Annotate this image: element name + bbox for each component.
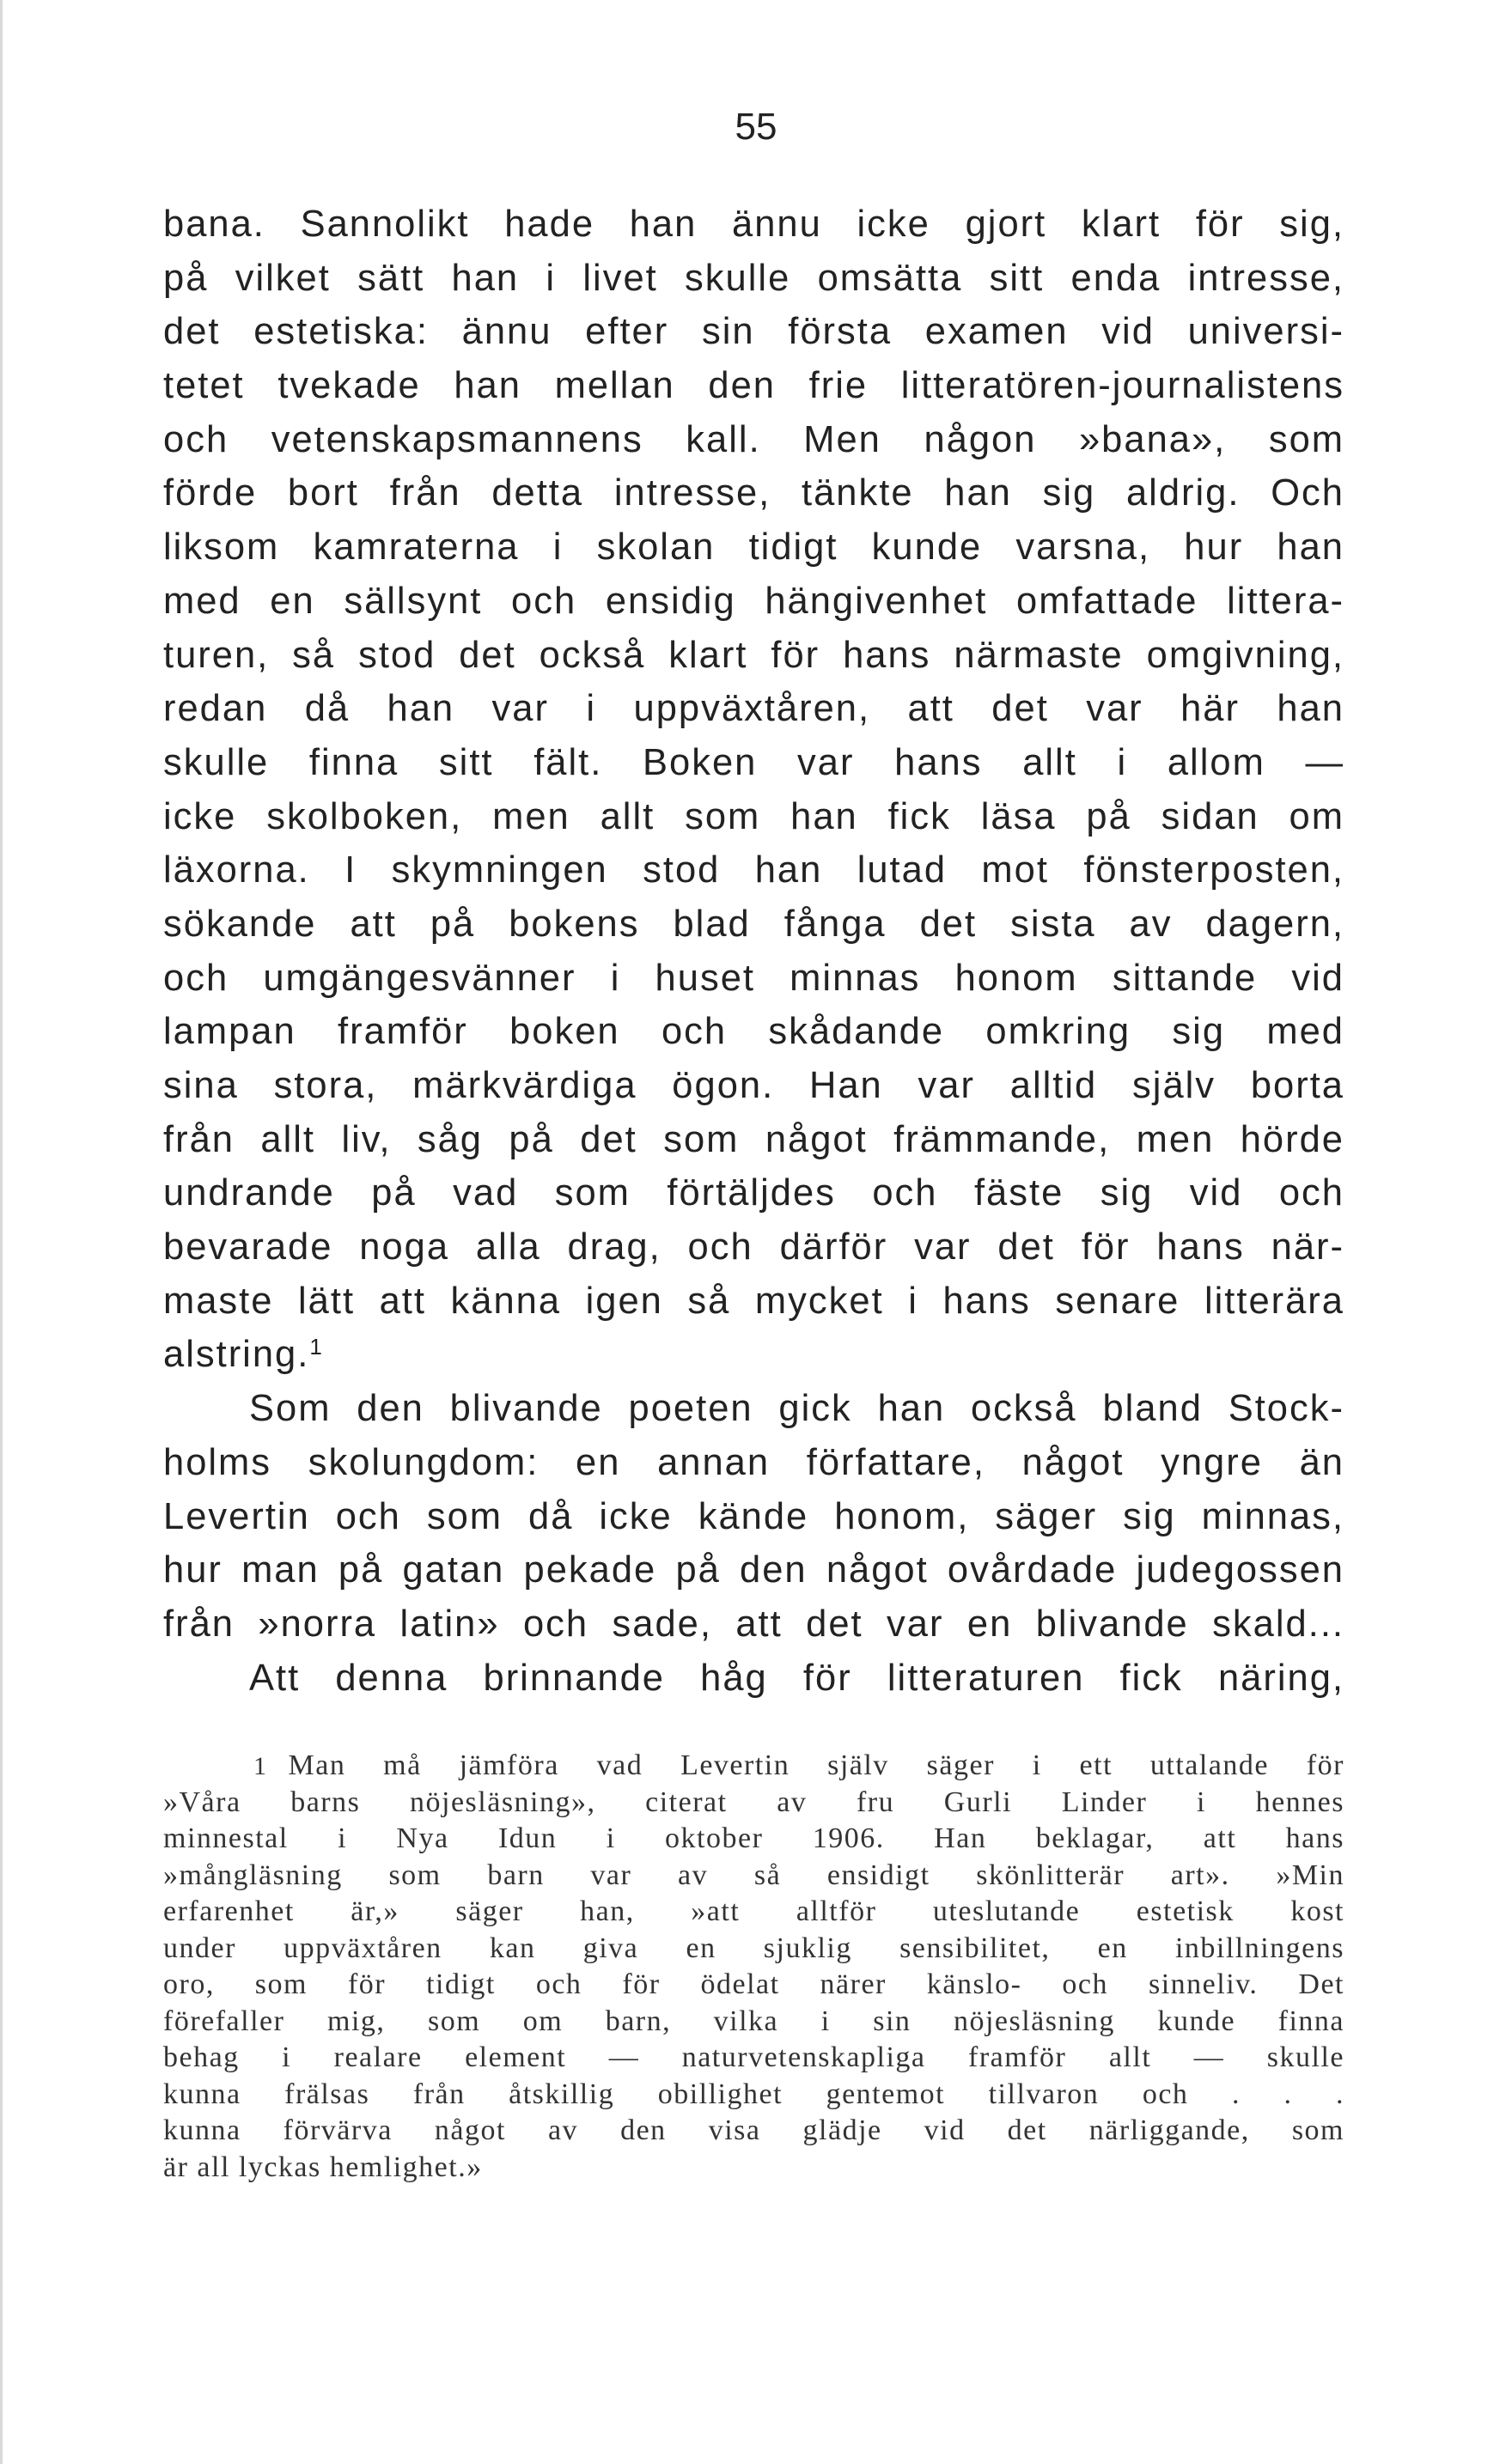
page-edge [0,0,3,2464]
footnote-line: oro, som för tidigt och för ödelat närer känslo- och sinneliv. Det [163,1968,1344,2000]
text-line: hur man på gatan pekade på den något ovårdade judegossen [163,1549,1344,1591]
footnote-text: Man må jämföra vad Levertin själv säger i ett uttalande för [288,1749,1344,1781]
page-number: 55 [735,106,777,148]
text-line: med en sällsynt och ensidig hängivenhet omfattade littera- [163,580,1344,622]
footnote-line: under uppväxtåren kan giva en sjuklig sensibilitet, en inbillningens [163,1932,1344,1964]
text-line: på vilket sätt han i livet skulle omsätta sitt enda intresse, [163,257,1344,299]
text-line: skulle finna sitt fält. Boken var hans allt i allom — [163,741,1344,783]
footnote-line: minnestal i Nya Idun i oktober 1906. Han beklagar, att hans [163,1822,1344,1854]
text-line: Att denna brinnande håg för litteraturen fick näring, [249,1657,1344,1699]
footnote-line: behag i realare element — naturvetenskapliga framför allt — skulle [163,2041,1344,2073]
footnote-line: »mångläsning som barn var av så ensidigt skönlitterär art». »Min [163,1859,1344,1891]
text-line: tetet tvekade han mellan den frie litteratören-journalistens [163,365,1344,407]
text-line: sina stora, märkvärdiga ögon. Han var alltid själv borta [163,1065,1344,1106]
footnote-line: kunna frälsas från åtskillig obillighet gentemot tillvaron och . . . [163,2078,1344,2110]
footnote-line: erfarenhet är,» säger han, »att alltför uteslutande estetisk kost [163,1895,1344,1927]
footnote-line: är all lyckas hemlighet.» [163,2151,483,2183]
text-line: icke skolboken, men allt som han fick läsa på sidan om [163,795,1344,837]
footnote-line [163,1748,1344,1785]
text-line: och umgängesvänner i huset minnas honom sittande vid [163,957,1344,999]
text-line: Levertin och som då icke kände honom, säger sig minnas, [163,1495,1344,1537]
text-line: liksom kamraterna i skolan tidigt kunde varsna, hur han [163,526,1344,569]
text-line: Som den blivande poeten gick han också bland Stock- [249,1388,1344,1430]
footnote-reference[interactable]: 1 [309,1334,324,1360]
text-line: från »norra latin» och sade, att det var en blivande skald... [163,1603,1344,1645]
footnote-line: »Våra barns nöjesläsning», citerat av fru Gurli Linder i hennes [163,1786,1344,1818]
text-line: läxorna. I skymningen stod han lutad mot fönsterposten, [163,849,1344,891]
text-line: turen, så stod det också klart för hans närmaste omgivning, [163,634,1344,676]
text-line: bevarade noga alla drag, och därför var det för hans när- [163,1226,1344,1269]
text-line: holms skolungdom: en annan författare, något yngre än [163,1441,1344,1483]
text-line: och vetenskapsmannens kall. Men någon »bana», som [163,418,1344,460]
text-line: undrande på vad som förtäljdes och fäste sig vid och [163,1172,1344,1214]
text-line: sökande att på bokens blad fånga det sista av dagern, [163,903,1344,945]
text-line: redan då han var i uppväxtåren, att det var här han [163,688,1344,730]
text-line: det estetiska: ännu efter sin första examen vid universi- [163,311,1344,353]
footnote-section [163,1748,1344,2186]
text-line: från allt liv, såg på det som något främmande, men hörde [163,1118,1344,1160]
text-line: maste lätt att känna igen så mycket i hans senare litterära [163,1280,1344,1322]
text-line: lampan framför boken och skådande omkring sig med [163,1011,1344,1053]
paragraph-end-line [163,1328,1344,1382]
footnote-marker: 1 [253,1752,268,1780]
text-line: bana. Sannolikt hade han ännu icke gjort klart för sig, [163,204,1344,245]
footnote-line: kunna förvärva något av den visa glädje vid det närliggande, som [163,2114,1344,2146]
text-line: förde bort från detta intresse, tänkte han sig aldrig. Och [163,472,1344,514]
footnote-line: förefaller mig, som om barn, vilka i sin nöjesläsning kunde finna [163,2005,1344,2037]
paragraph-end-text: alstring. [163,1334,310,1376]
main-text [163,198,1344,1705]
